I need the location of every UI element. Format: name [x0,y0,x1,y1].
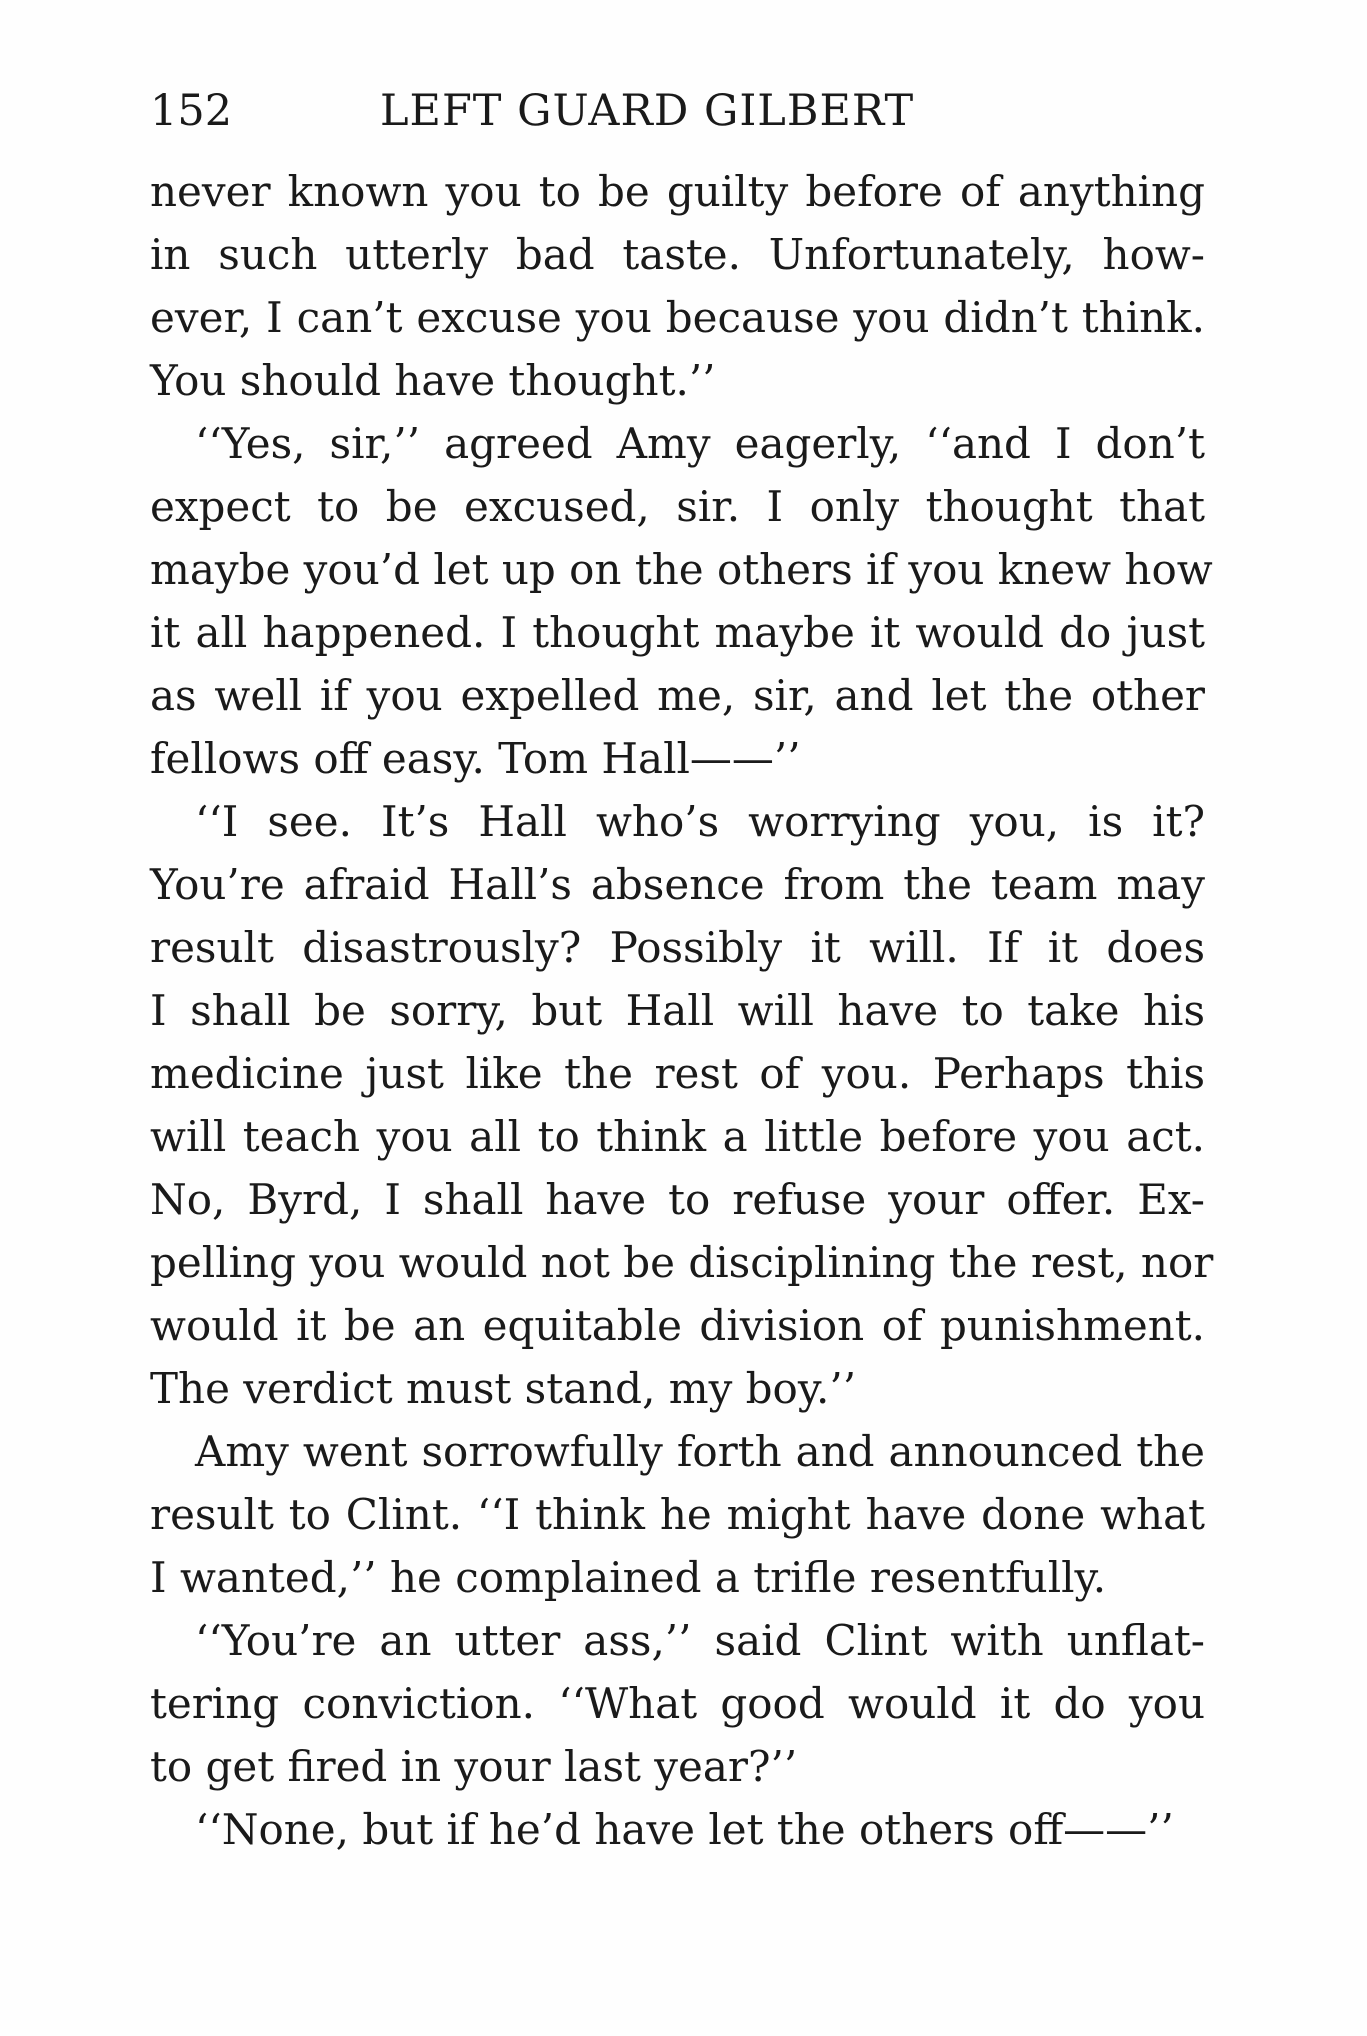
page-header [150,76,1200,146]
text-line: in such utterly bad taste. Unfortunately, how- [150,230,1205,279]
text-line: Amy went sorrowfully forth and announced the [195,1427,1205,1476]
text-line: You should have thought.’’ [150,356,716,405]
text-line: result disastrously? Possibly it will. If it does [150,923,1205,972]
text-line: ever, I can’t excuse you because you didn’t think. [150,293,1205,342]
text-line: ‘‘You’re an utter ass,’’ said Clint with unflat- [195,1616,1205,1665]
text-line: expect to be excused, sir. I only thought that [150,482,1205,531]
text-line: ‘‘Yes, sir,’’ agreed Amy eagerly, ‘‘and I don’t [195,419,1205,468]
text-line: as well if you expelled me, sir, and let the other [150,671,1205,720]
text-line: will teach you all to think a little before you act. [150,1112,1205,1161]
text-line: pelling you would not be disciplining the rest, nor [150,1238,1214,1287]
text-line: tering conviction. ‘‘What good would it do you [150,1679,1205,1728]
text-line: The verdict must stand, my boy.’’ [150,1364,857,1413]
text-line: result to Clint. ‘‘I think he might have done what [150,1490,1205,1539]
text-line: ‘‘None, but if he’d have let the others off——’’ [195,1805,1174,1854]
text-line: medicine just like the rest of you. Perhaps this [150,1049,1205,1098]
text-line: I wanted,’’ he complained a trifle resentfully. [150,1553,1107,1602]
text-line: never known you to be guilty before of anything [150,167,1205,216]
text-line: to get fired in your last year?’’ [150,1742,798,1791]
text-line: No, Byrd, I shall have to refuse your offer. Ex- [150,1175,1205,1224]
running-title: LEFT GUARD GILBERT [380,86,915,136]
text-line: I shall be sorry, but Hall will have to take his [150,986,1205,1035]
text-line: You’re afraid Hall’s absence from the team may [150,860,1205,909]
text-line: it all happened. I thought maybe it would do just [150,608,1205,657]
text-line: would it be an equitable division of punishment. [150,1301,1205,1350]
text-line: fellows off easy. Tom Hall——’’ [150,734,801,783]
text-line: maybe you’d let up on the others if you knew how [150,545,1213,594]
body-text [150,160,1214,1861]
text-line: ‘‘I see. It’s Hall who’s worrying you, is it? [195,797,1205,846]
page-number: 152 [150,86,233,136]
